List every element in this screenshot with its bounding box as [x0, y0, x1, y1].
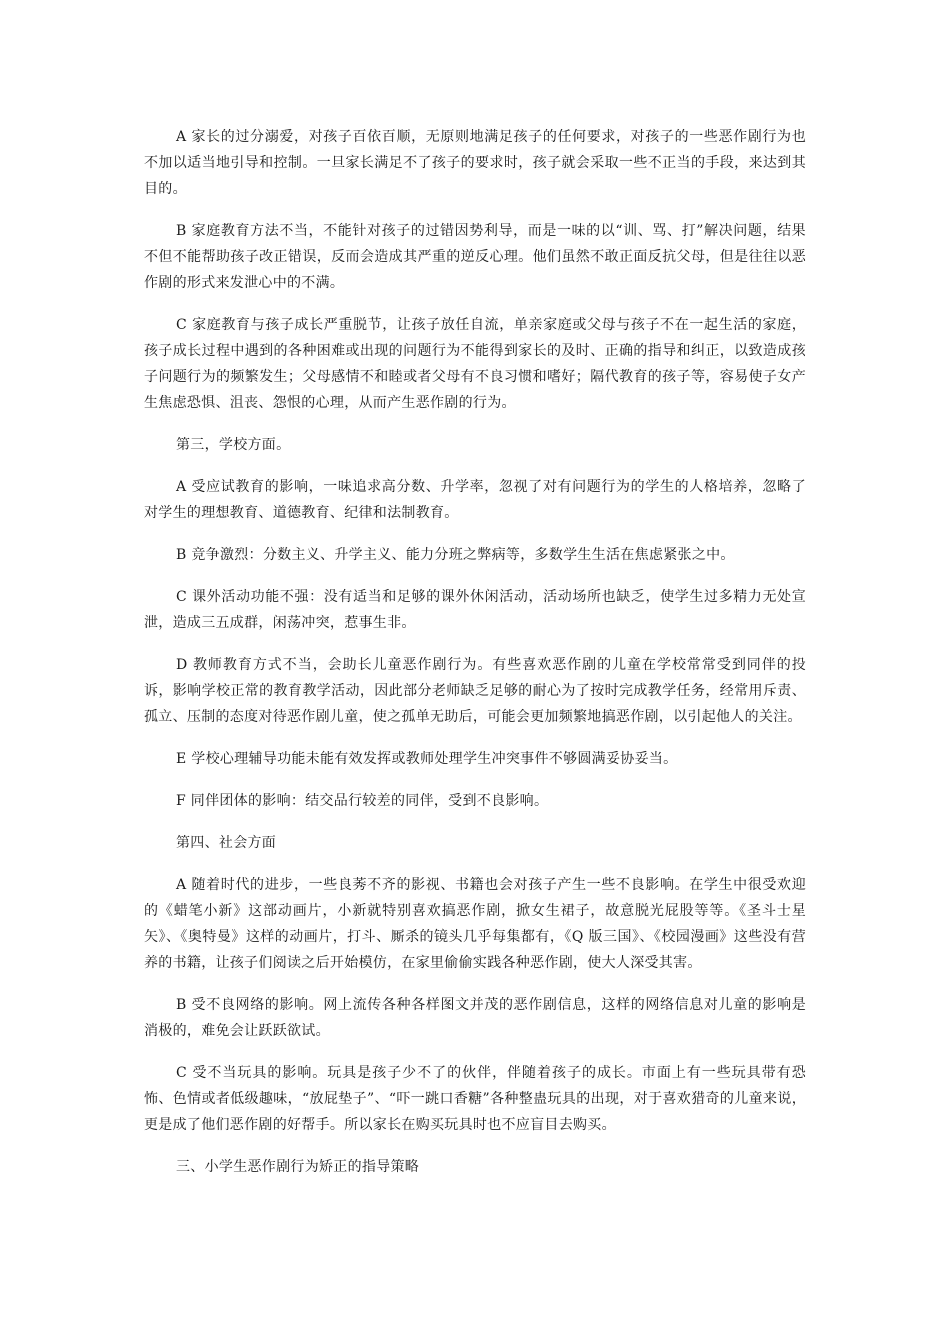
paragraph-family-c: C 家庭教育与孩子成长严重脱节，让孩子放任自流，单亲家庭或父母与孩子不在一起生活的家庭，孩子成长过程中遇到的各种困难或出现的问题行为不能得到家长的及时、正确的指导和纠正，以致造成孩子问题行为的频繁发生；父母感情不和睦或者父母有不良习惯和嗜好；隔代教育的孩子等，容易使子女产生焦虑恐惧、沮丧、怨恨的心理，从而产生恶作剧的行为。 [144, 317, 806, 411]
paragraph-family-b: B 家庭教育方法不当，不能针对孩子的过错因势利导，而是一味的以“训、骂、打”解决问题，结果不但不能帮助孩子改正错误，反而会造成其严重的逆反心理。他们虽然不敢正面反抗父母，但是往往以恶作剧的形式来发泄心中的不满。 [144, 223, 806, 291]
section-heading-strategy: 三、小学生恶作剧行为矫正的指导策略 [176, 1159, 420, 1175]
paragraph-society-a: A 随着时代的进步，一些良莠不齐的影视、书籍也会对孩子产生一些不良影响。在学生中很受欢迎的《蜡笔小新》这部动画片，小新就特别喜欢搞恶作剧，掀女生裙子，故意脱光屁股等等。《圣斗士星矢》、《奥特曼》这样的动画片，打斗、厮杀的镜头几乎每集都有，《Q 版三国》、《校园漫画》这些没有营养的书籍，让孩子们阅读之后开始模仿，在家里偷偷实践各种恶作剧，使大人深受其害。 [144, 877, 806, 971]
section-heading-school: 第三，学校方面。 [176, 437, 291, 453]
document-body [144, 124, 806, 1196]
paragraph-school-a: A 受应试教育的影响，一味追求高分数、升学率，忽视了对有问题行为的学生的人格培养，忽略了对学生的理想教育、道德教育、纪律和法制教育。 [144, 479, 806, 521]
paragraph-school-f: F 同伴团体的影响：结交品行较差的同伴，受到不良影响。 [176, 793, 549, 809]
paragraph-family-a: A 家长的过分溺爱，对孩子百依百顺，无原则地满足孩子的任何要求，对孩子的一些恶作剧行为也不加以适当地引导和控制。一旦家长满足不了孩子的要求时，孩子就会采取一些不正当的手段，来达到其目的。 [144, 129, 806, 197]
section-heading-society: 第四、社会方面 [176, 835, 277, 851]
paragraph-school-d: D 教师教育方式不当，会助长儿童恶作剧行为。有些喜欢恶作剧的儿童在学校常常受到同伴的投诉，影响学校正常的教育教学活动，因此部分老师缺乏足够的耐心为了按时完成教学任务，经常用斥责、孤立、压制的态度对待恶作剧儿童，使之孤单无助后，可能会更加频繁地搞恶作剧，以引起他人的关注。 [144, 657, 806, 725]
paragraph-society-c: C 受不当玩具的影响。玩具是孩子少不了的伙伴，伴随着孩子的成长。市面上有一些玩具带有恐怖、色情或者低级趣味，“放屁垫子”、“吓一跳口香糖”各种整蛊玩具的出现，对于喜欢猎奇的儿童来说，更是成了他们恶作剧的好帮手。所以家长在购买玩具时也不应盲目去购买。 [144, 1065, 806, 1133]
paragraph-school-e: E 学校心理辅导功能未能有效发挥或教师处理学生冲突事件不够圆满妥协妥当。 [176, 751, 678, 767]
paragraph-school-b: B 竞争激烈：分数主义、升学主义、能力分班之弊病等，多数学生生活在焦虑紧张之中。 [176, 547, 735, 563]
paragraph-society-b: B 受不良网络的影响。网上流传各种各样图文并茂的恶作剧信息，这样的网络信息对儿童的影响是消极的，难免会让跃跃欲试。 [144, 997, 806, 1039]
paragraph-school-c: C 课外活动功能不强：没有适当和足够的课外休闲活动，活动场所也缺乏，使学生过多精力无处宣泄，造成三五成群，闲荡冲突，惹事生非。 [144, 589, 806, 631]
